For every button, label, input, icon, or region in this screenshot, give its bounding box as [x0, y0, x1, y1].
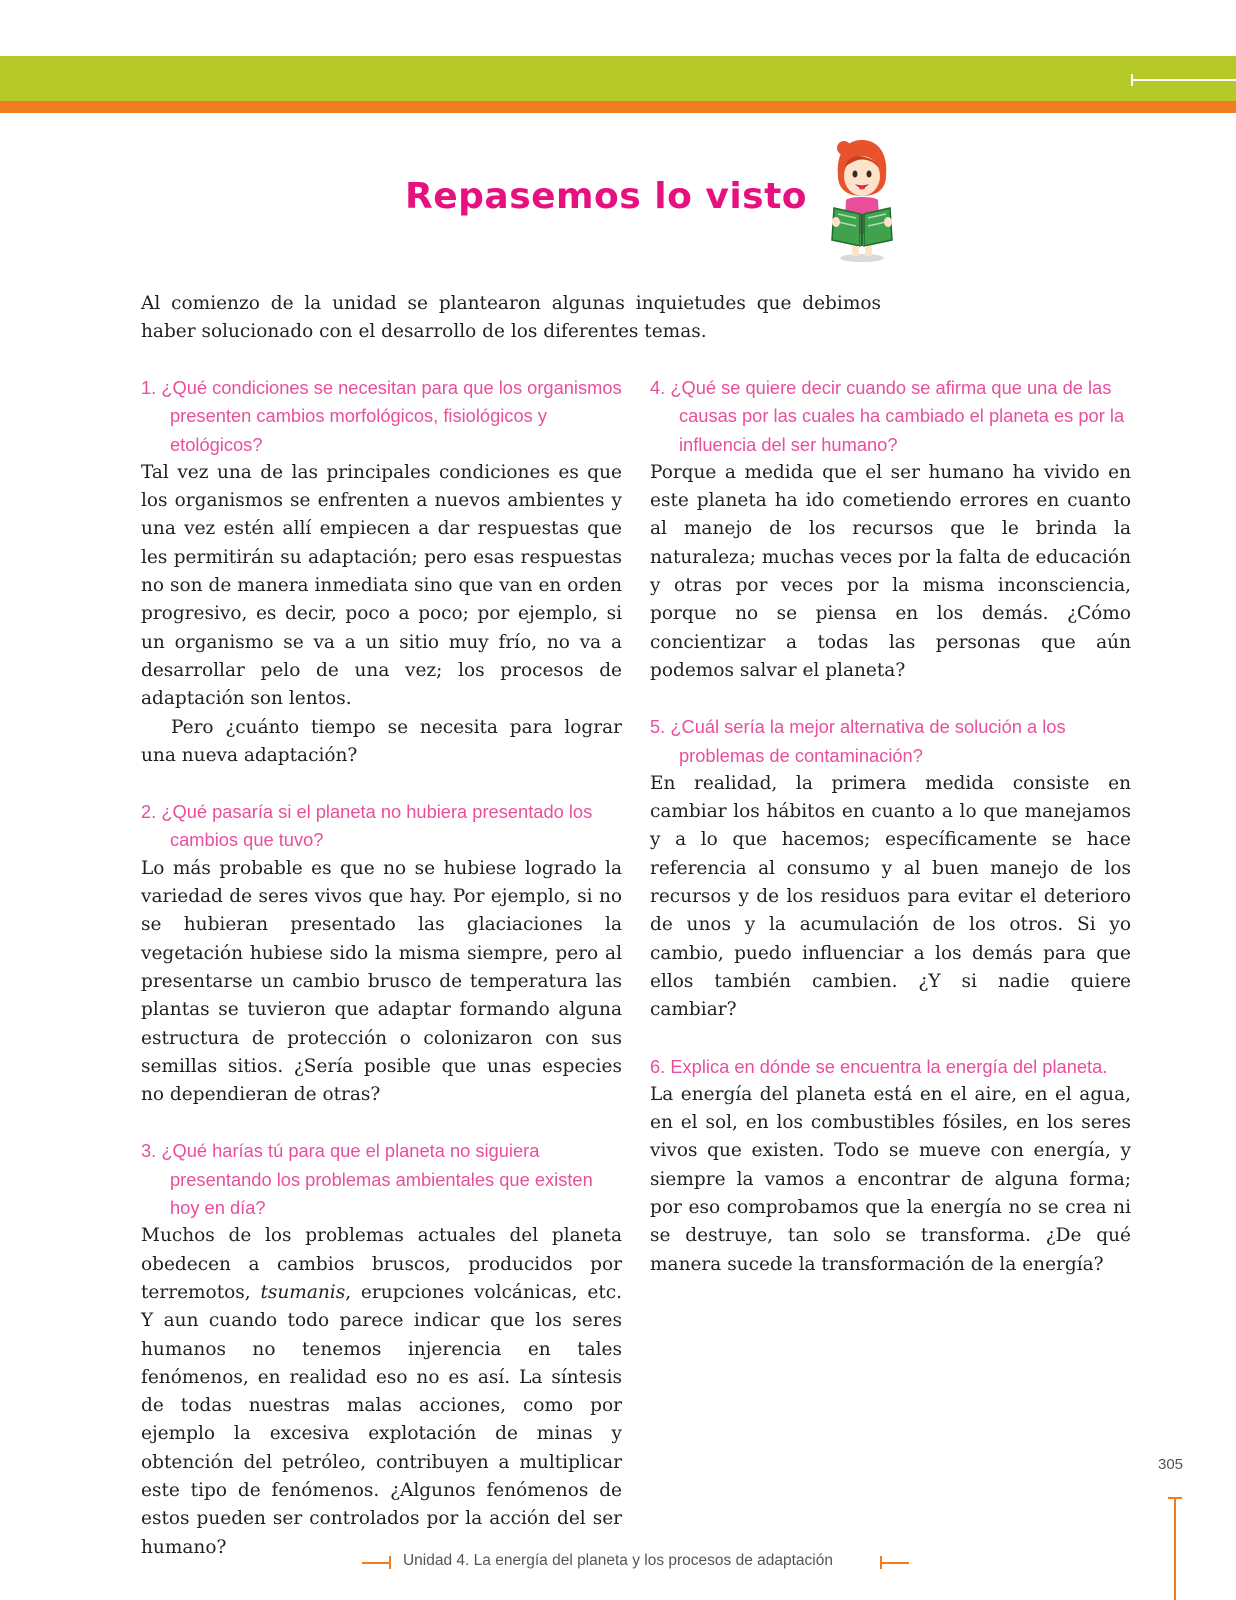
header-band-orange: [0, 101, 1236, 113]
answer-6: La energía del planeta está en el aire, en el agua, en el sol, en los combustibles fósiles, en los seres vivos que existen. Todo se mueve con energía, y siempre la vamos a encontrar de alguna forma; por eso comprobamos que la energía no se crea ni se destruye, tan solo se transforma. ¿De qué manera sucede la transformación de la energía?: [650, 1083, 1131, 1275]
page-number: 305: [1158, 1456, 1184, 1473]
answer-5: En realidad, la primera medida consiste en cambiar los hábitos en cuanto a lo que manejamos y a lo que hacemos; específicamente se hace referencia al consumo y al buen manejo de los recursos y de los residuos para evitar el deterioro de unos y la acumulación de los otros. Si yo cambio, puedo influenciar a los demás para que ellos también cambien. ¿Y si nadie quiere cambiar?: [650, 772, 1131, 1021]
footer: [0, 1552, 1236, 1570]
footer-title: La energía del planeta y los procesos de adaptación: [469, 1552, 833, 1569]
question-3: 3. ¿Qué harías tú para que el planeta no siguiera presentando los problemas ambientales que existen hoy en día?: [141, 1140, 593, 1219]
footer-unit: Unidad 4.: [402, 1552, 470, 1569]
header-band-green: [0, 56, 1236, 101]
intro-paragraph: Al comienzo de la unidad se plantearon algunas inquietudes que debimos haber solucionado con el desarrollo de los diferentes temas.: [141, 293, 881, 342]
header-band-tick: [1131, 74, 1133, 86]
answer-3-text-end: , erupciones volcánicas, etc. Y aun cuando todo parece indicar que los seres humanos no tenemos injerencia en tales fenómenos, en realidad eso no es así. La síntesis de todas nuestras malas acciones, como por ejemplo la excesiva explotación de minas y obtención del petróleo, contribuyen a multiplicar este tipo de fenómenos. ¿Algunos fenómenos de estos pueden ser controlados por la acción del ser humano?: [141, 1281, 622, 1558]
answer-1-followup: Pero ¿cuánto tiempo se necesita para lograr una nueva adaptación?: [141, 716, 622, 766]
left-column: [141, 374, 622, 1562]
footer-rule-right: [880, 1562, 909, 1564]
footer-tick-right: [880, 1556, 882, 1569]
question-6: 6. Explica en dónde se encuentra la energía del planeta.: [650, 1055, 1108, 1077]
answer-2: Lo más probable es que no se hubiese logrado la variedad de seres vivos que hay. Por ejemplo, si no se hubieran presentado las glaciaciones la vegetación hubiese sido la misma siempre, pero al presentarse un cambio brusco de temperatura las plantas se tuvieron que adaptar formando alguna estructura de protección o colonizaron con sus semillas sitios. ¿Sería posible que unas especies no dependieran de otras?: [141, 857, 622, 1106]
question-2: 2. ¿Qué pasaría si el planeta no hubiera presentado los cambios que tuvo?: [141, 801, 593, 851]
header-band-line: [1133, 79, 1236, 81]
answer-3: [141, 1222, 622, 1562]
page-title: Repasemos lo visto: [405, 176, 808, 217]
question-4: 4. ¿Qué se quiere decir cuando se afirma que una de las causas por las cuales ha cambiado el planeta es por la influencia del ser humano?: [650, 377, 1125, 455]
answer-3-emphasis: tsumanis: [260, 1281, 346, 1303]
answer-1: Tal vez una de las principales condiciones es que los organismos se enfrenten a nuevos ambientes y una vez estén allí empiecen a dar respuestas que les permitirán su adaptación; pero esas respuestas no son de manera inmediata sino que van en orden progresivo, es decir, poco a poco; por ejemplo, si un organismo se va a un sitio muy frío, no va a desarrollar pelo de una vez; los procesos de adaptación son lentos.: [141, 461, 622, 710]
answer-3-text-start: Muchos de los problemas actuales del planeta obedecen a cambios bruscos, producidos por terremotos,: [141, 1225, 622, 1303]
girl-reading-book-icon: [822, 134, 902, 264]
right-column: [650, 374, 1131, 1279]
page-marker-line: [1174, 1497, 1176, 1600]
question-1: 1. ¿Qué condiciones se necesitan para que los organismos presenten cambios morfológicos, fisiológicos y etológicos?: [141, 377, 622, 455]
answer-4: Porque a medida que el ser humano ha vivido en este planeta ha ido cometiendo errores en cuanto al manejo de los recursos que le brinda la naturaleza; muchas veces por la falta de educación y otras por veces por la misma inconsciencia, porque no se piensa en los demás. ¿Cómo concientizar a todas las personas que aún podemos salvar el planeta?: [650, 461, 1131, 681]
question-5: 5. ¿Cuál sería la mejor alternativa de solución a los problemas de contaminación?: [650, 716, 1066, 766]
